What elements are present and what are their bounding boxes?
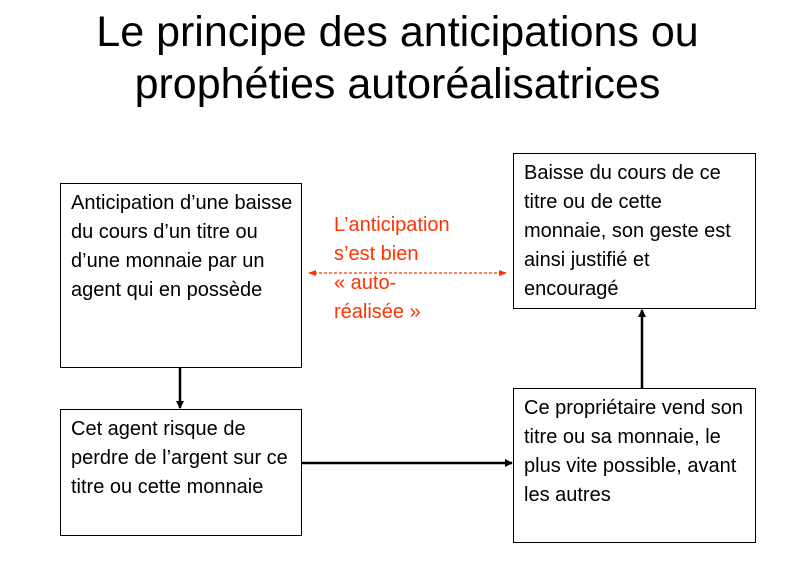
middle-label-line-3: « auto- [334,272,397,294]
middle-label-line-4: réalisée » [334,301,421,323]
anticipation-box: Anticipation d’une baisse du cours d’un titre ou d’une monnaie par un agent qui en possède [60,183,302,368]
middle-label-line-2: s’est bien [334,243,419,265]
sale-box: Ce propriétaire vend son titre ou sa monnaie, le plus vite possible, avant les autres [513,388,756,543]
middle-label-line-1: L’anticipation [334,214,450,236]
title-line-2: prophéties autoréalisatrices [134,60,661,108]
price-drop-box: Baisse du cours de ce titre ou de cette monnaie, son geste est ainsi justifié et encouragé [513,153,756,309]
risk-box: Cet agent risque de perdre de l’argent sur ce titre ou cette monnaie [60,409,302,536]
title-line-1: Le principe des anticipations ou [96,8,699,56]
self-fulfilling-label [334,211,494,327]
